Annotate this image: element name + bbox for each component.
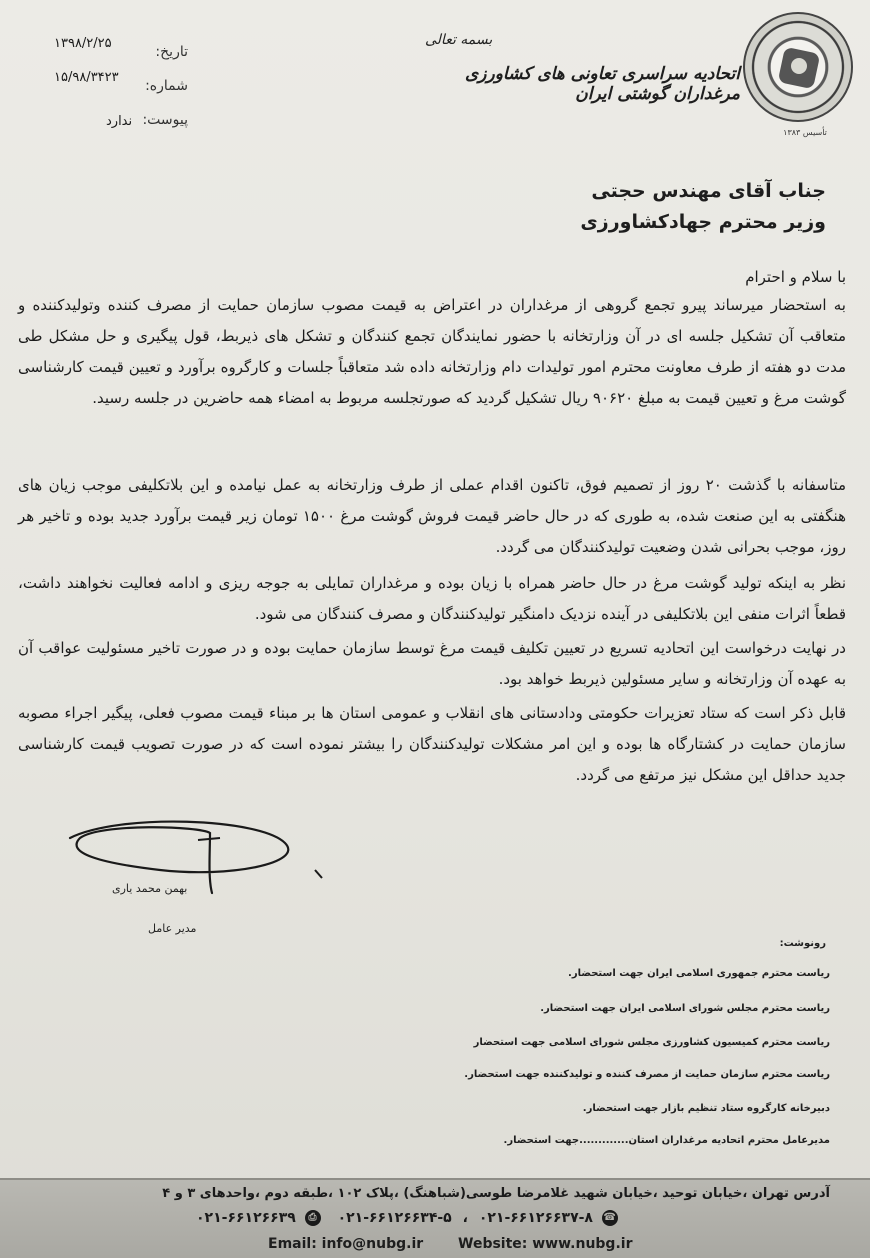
number-value: ۱۵/۹۸/۳۴۲۳ bbox=[54, 70, 119, 85]
footer-phones: ۰۲۱-۶۶۱۲۶۶۳۹ ⎙ ۰۲۱-۶۶۱۲۶۶۳۴-۵ ، ۰۲۱-۶۶۱۲۶۶۳۷-۸ ☎ bbox=[196, 1210, 617, 1226]
phone-number-1: ۰۲۱-۶۶۱۲۶۶۳۷-۸ bbox=[478, 1210, 593, 1226]
letter-meta bbox=[28, 36, 188, 138]
handwritten-signature bbox=[60, 808, 350, 898]
emblem-center-dot bbox=[791, 58, 807, 74]
cc-item: ریاست محترم کمیسیون کشاورزی مجلس شورای اسلامی جهت استحضار bbox=[473, 1037, 830, 1048]
footer-address: آدرس تهران ،خیابان توحید ،خیابان شهید غلامرضا طوسی(شباهنگ) ،پلاک ۱۰۲ ،طبقه دوم ،واحدهای ۳ و ۴ bbox=[162, 1186, 830, 1201]
body-paragraph-1: به استحضار میرساند پیرو تجمع گروهی از مرغداران در اعتراض به قیمت مصوب سازمان حمایت از مصرف کننده وتولیدکننده و متعاقب آن تشکیل جلسه ای در آن وزارتخانه با حضور نمایندگان تجمع کنندگان و تشکل های ذیربط، قول پیگیری و حل مشکل طی مدت دو هفته از طرف معاونت محترم امور تولیدات دام وزارتخانه داده شد متعاقباً جلسات و کارگروه برآورد و تعیین قیمت کارشناسی گوشت مرغ و تعیین قیمت به مبلغ ۹۰۶۲۰ ریال تشکیل گردید که صورتجلسه مربوط به امضاء همه حاضرین در جلسه رسید. bbox=[18, 296, 846, 407]
cc-item: دبیرخانه کارگروه ستاد تنظیم بازار جهت استحضار. bbox=[582, 1103, 830, 1114]
cc-item: ریاست محترم جمهوری اسلامی ایران جهت استحضار. bbox=[568, 968, 830, 979]
cc-item: ریاست محترم سازمان حمایت از مصرف کننده و تولیدکننده جهت استحضار. bbox=[464, 1069, 830, 1080]
signer-name: بهمن محمد یاری bbox=[112, 882, 188, 895]
cc-item: مدیرعامل محترم اتحادیه مرغداران استان.............جهت استحضار. bbox=[503, 1135, 830, 1146]
footer-email[interactable]: Email: info@nubg.ir bbox=[268, 1236, 424, 1252]
date-label: تاریخ: bbox=[155, 44, 188, 60]
body-paragraph-3: نظر به اینکه تولید گوشت مرغ در حال حاضر همراه با زیان بوده و مرغداران تمایلی به جوجه ریزی و ادامه فعالیت نخواهند داشت، قطعاً اثرات منفی این بلاتکلیفی در آینده نزدیک دامنگیر تولیدکنندگان و مصرف کنندگان می شود. bbox=[18, 574, 846, 623]
fax-icon: ⎙ bbox=[305, 1210, 321, 1226]
number-row bbox=[28, 70, 188, 104]
phone-icon: ☎ bbox=[602, 1210, 618, 1226]
union-emblem-logo bbox=[743, 12, 853, 122]
cc-title: رونوشت: bbox=[779, 938, 826, 949]
greeting: با سلام و احترام bbox=[745, 268, 846, 286]
basmala: بسمه تعالی bbox=[425, 32, 493, 48]
fax-number: ۰۲۱-۶۶۱۲۶۶۳۹ bbox=[196, 1210, 296, 1226]
recipient-name: جناب آقای مهندس حجتی bbox=[591, 180, 826, 202]
body-paragraph-5: قابل ذکر است که ستاد تعزیرات حکومتی ودادستانی های انقلاب و عمومی استان ها بر مبناء قیمت مصوب فعلی، پیگیر اجراء مصوبه سازمان حمایت در کشتارگاه ها بوده و این امر مشکلات تولیدکنندگان را بیشتر نموده است که در صورت تصویب قیمت کارشناسی جدید حداقل این مشکل نیز مرتفع می گردد. bbox=[18, 704, 846, 784]
body-paragraph-2: متاسفانه با گذشت ۲۰ روز از تصمیم فوق، تاکنون اقدام عملی از طرف وزارتخانه به عمل نیامده و این بلاتکلیفی موجب زیان های هنگفتی به این صنعت شده، به طوری که در حال حاضر قیمت فروش گوشت مرغ ۱۵۰۰ تومان زیر قیمت برآورد جدید بوده و تاخیر هر روز، موجب بحرانی شدن وضعیت تولیدکنندگان می گردد. bbox=[18, 476, 847, 556]
recipient-title: وزیر محترم جهادکشاورزی bbox=[580, 211, 826, 233]
letterhead-footer bbox=[0, 1178, 870, 1258]
date-row bbox=[28, 36, 188, 70]
number-label: شماره: bbox=[145, 78, 188, 94]
body-paragraph-4: در نهایت درخواست این اتحادیه تسریع در تعیین تکلیف قیمت مرغ توسط سازمان حمایت بوده و در صورت تاخیر مسئولیت عواقب آن به عهده آن وزارتخانه و سایر مسئولین ذیربط خواهد بود. bbox=[18, 639, 846, 688]
attachment-label: پیوست: bbox=[142, 112, 188, 128]
footer-website[interactable]: Website: www.nubg.ir bbox=[458, 1236, 633, 1252]
emblem-caption: تأسیس ۱۳۸۳ bbox=[783, 128, 827, 137]
signer-title: مدیر عامل bbox=[148, 922, 197, 935]
org-name: اتحادیه سراسری تعاونی های کشاورزی مرغداران گوشتی ایران bbox=[464, 64, 740, 104]
phone-number-2: ۰۲۱-۶۶۱۲۶۶۳۴-۵ bbox=[337, 1210, 452, 1226]
attachment-value: ندارد bbox=[106, 114, 133, 129]
attachment-row bbox=[28, 104, 188, 138]
date-value: ۱۳۹۸/۲/۲۵ bbox=[54, 36, 112, 51]
cc-item: ریاست محترم مجلس شورای اسلامی ایران جهت استحضار. bbox=[540, 1003, 830, 1014]
